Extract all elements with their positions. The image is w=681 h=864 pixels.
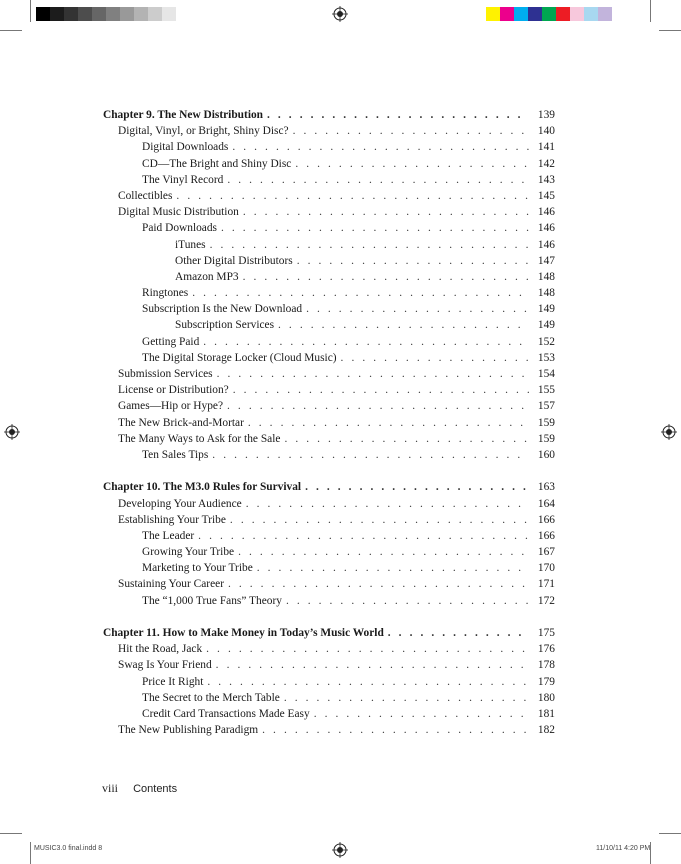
- toc-entry-title: Hit the Road, Jack: [118, 643, 203, 656]
- toc-entry-title: Submission Services: [118, 368, 213, 380]
- toc-entry-page: 171: [537, 578, 555, 591]
- toc-leader-dots: [203, 334, 529, 350]
- crop-mark: [30, 0, 31, 22]
- toc-entry-title: Sustaining Your Career: [118, 578, 224, 591]
- toc-entry-title: The Vinyl Record: [142, 173, 224, 186]
- toc-entry-title: CD—The Bright and Shiny Disc: [142, 157, 292, 170]
- toc-entry-page: 152: [537, 335, 555, 348]
- toc-entry-page: 149: [537, 319, 555, 332]
- gray-swatch: [36, 7, 50, 21]
- color-swatch: [500, 7, 514, 21]
- registration-mark-icon: [661, 424, 677, 440]
- toc-entry-page: 167: [537, 546, 555, 559]
- toc-entry: [103, 253, 555, 269]
- toc-entry: [103, 722, 555, 738]
- toc-leader-dots: [227, 172, 529, 188]
- toc-entry-page: 146: [537, 206, 555, 219]
- gray-swatch: [64, 7, 78, 21]
- toc-entry-page: 155: [537, 384, 555, 397]
- toc-entry: [103, 123, 555, 139]
- toc-leader-dots: [257, 560, 529, 576]
- section-gap: [103, 463, 555, 479]
- toc-entry-page: 147: [537, 254, 555, 267]
- toc-entry-title: Other Digital Distributors: [175, 254, 293, 267]
- color-bar: [486, 7, 612, 21]
- toc-entry-title: The New Publishing Paradigm: [118, 724, 259, 737]
- toc-entry: [103, 447, 555, 463]
- toc-entry: [103, 237, 555, 253]
- toc-leader-dots: [278, 317, 529, 333]
- toc-entry-title: Getting Paid: [142, 335, 200, 348]
- color-swatch: [570, 7, 584, 21]
- crop-mark: [0, 30, 22, 31]
- toc-leader-dots: [233, 382, 529, 398]
- toc-entry-title: iTunes: [175, 238, 206, 251]
- toc-entry-page: 153: [537, 351, 555, 364]
- toc-entry-page: 172: [537, 594, 555, 607]
- toc-entry-title: Developing Your Audience: [118, 497, 242, 510]
- toc-leader-dots: [314, 706, 529, 722]
- toc-entry-title: Chapter 9. The New Distribution: [103, 109, 264, 121]
- toc-leader-dots: [267, 107, 529, 123]
- toc-entry: [103, 334, 555, 350]
- toc-entry-page: 166: [537, 529, 555, 542]
- toc-leader-dots: [388, 625, 529, 641]
- toc-entry: [103, 366, 555, 382]
- toc-entry-page: 154: [537, 368, 555, 380]
- toc-leader-dots: [216, 657, 529, 673]
- toc-entry: [103, 285, 555, 301]
- toc-entry: [103, 657, 555, 673]
- toc-entry-title: Price It Right: [142, 675, 204, 688]
- slug-timestamp: 11/10/11 4:20 PM: [596, 845, 651, 852]
- toc-entry-page: 163: [537, 481, 555, 494]
- toc-entry-title: The Leader: [142, 529, 195, 542]
- toc-entry: [103, 496, 555, 512]
- crop-mark: [659, 833, 681, 834]
- toc-entry: [103, 156, 555, 172]
- toc-entry-title: The Digital Storage Locker (Cloud Music): [142, 351, 337, 364]
- toc-leader-dots: [176, 188, 529, 204]
- toc-entry: [103, 269, 555, 285]
- color-swatch: [486, 7, 500, 21]
- color-swatch: [514, 7, 528, 21]
- toc-leader-dots: [192, 285, 529, 301]
- toc-entry-page: 149: [537, 303, 555, 316]
- toc-entry-title: Digital Music Distribution: [118, 206, 239, 219]
- crop-mark: [659, 30, 681, 31]
- toc-entry-title: Subscription Is the New Download: [142, 303, 303, 316]
- toc-entry-title: Chapter 11. How to Make Money in Today’s Music World: [103, 627, 384, 639]
- toc-leader-dots: [246, 496, 529, 512]
- toc-leader-dots: [243, 269, 529, 285]
- registration-mark-icon: [332, 6, 348, 22]
- toc-entry-title: Digital, Vinyl, or Bright, Shiny Disc?: [118, 125, 289, 138]
- toc-entry: [103, 317, 555, 333]
- toc-leader-dots: [284, 431, 529, 447]
- toc-chapter-entry: [103, 107, 555, 123]
- page-footer: [102, 781, 177, 796]
- toc-leader-dots: [207, 674, 529, 690]
- toc-entry-page: 145: [537, 189, 555, 202]
- color-swatch: [528, 7, 542, 21]
- gray-swatch: [50, 7, 64, 21]
- toc-entry-page: 170: [537, 562, 555, 575]
- gray-swatch: [120, 7, 134, 21]
- toc-entry: [103, 560, 555, 576]
- toc-entry-page: 178: [537, 659, 555, 672]
- color-swatch: [598, 7, 612, 21]
- toc-entry-page: 141: [537, 141, 555, 154]
- toc-entry-page: 157: [537, 400, 555, 413]
- toc-leader-dots: [243, 204, 529, 220]
- toc-entry-title: Swag Is Your Friend: [118, 659, 212, 672]
- toc-leader-dots: [210, 237, 529, 253]
- toc-entry-title: Games—Hip or Hype?: [118, 400, 224, 413]
- gray-swatch: [134, 7, 148, 21]
- toc-entry: [103, 431, 555, 447]
- toc-entry-page: 143: [537, 173, 555, 186]
- registration-mark-icon: [4, 424, 20, 440]
- toc-entry-title: Chapter 10. The M3.0 Rules for Survival: [103, 481, 302, 494]
- color-swatch: [556, 7, 570, 21]
- toc-entry-page: 179: [537, 675, 555, 688]
- crop-mark: [650, 0, 651, 22]
- crop-mark: [30, 842, 31, 864]
- toc-entry-page: 139: [537, 109, 555, 121]
- toc-leader-dots: [227, 398, 529, 414]
- toc-leader-dots: [198, 528, 529, 544]
- toc-entry: [103, 576, 555, 592]
- toc-entry-page: 160: [537, 448, 555, 461]
- toc-leader-dots: [228, 576, 529, 592]
- toc-leader-dots: [305, 479, 529, 495]
- gray-swatch: [148, 7, 162, 21]
- toc-leader-dots: [306, 301, 529, 317]
- toc-leader-dots: [248, 415, 529, 431]
- toc-entry-title: Marketing to Your Tribe: [142, 562, 253, 575]
- toc-entry: [103, 398, 555, 414]
- toc-entry-title: The Many Ways to Ask for the Sale: [118, 432, 281, 445]
- color-swatch: [584, 7, 598, 21]
- toc-entry-page: 159: [537, 432, 555, 445]
- toc-entry: [103, 641, 555, 657]
- toc-leader-dots: [212, 447, 529, 463]
- toc-entry-title: The Secret to the Merch Table: [142, 691, 280, 704]
- toc-entry: [103, 544, 555, 560]
- toc-entry-page: 142: [537, 157, 555, 170]
- toc-entry-title: Collectibles: [118, 189, 173, 202]
- toc-entry-page: 181: [537, 707, 555, 720]
- toc-leader-dots: [297, 253, 529, 269]
- toc-leader-dots: [293, 123, 529, 139]
- toc-leader-dots: [286, 593, 529, 609]
- page-number: viii: [102, 781, 119, 795]
- toc-entry: [103, 512, 555, 528]
- toc-entry-page: 146: [537, 238, 555, 251]
- toc-entry: [103, 690, 555, 706]
- gray-swatch: [78, 7, 92, 21]
- toc-leader-dots: [232, 139, 529, 155]
- toc-chapter-entry: [103, 479, 555, 495]
- registration-mark-icon: [332, 842, 348, 858]
- toc-entry-page: 159: [537, 416, 555, 429]
- color-swatch: [542, 7, 556, 21]
- toc-entry-page: 148: [537, 270, 555, 283]
- toc-entry: [103, 528, 555, 544]
- toc-entry-page: 140: [537, 125, 555, 138]
- toc-entry-page: 182: [537, 724, 555, 737]
- toc-entry-page: 166: [537, 513, 555, 526]
- toc-entry-title: Establishing Your Tribe: [118, 513, 226, 526]
- toc-entry: [103, 301, 555, 317]
- toc-leader-dots: [284, 690, 529, 706]
- toc-leader-dots: [295, 156, 529, 172]
- toc-entry-title: Credit Card Transactions Made Easy: [142, 707, 310, 720]
- toc-entry-title: Growing Your Tribe: [142, 546, 235, 559]
- grayscale-bar: [36, 7, 176, 21]
- toc-entry: [103, 172, 555, 188]
- toc-chapter-entry: [103, 625, 555, 641]
- toc-entry-title: License or Distribution?: [118, 384, 229, 397]
- toc-leader-dots: [221, 220, 529, 236]
- toc-entry: [103, 220, 555, 236]
- toc-entry-title: Digital Downloads: [142, 141, 229, 154]
- toc-entry-page: 146: [537, 222, 555, 235]
- toc-entry-title: Subscription Services: [175, 319, 275, 332]
- toc-entry: [103, 415, 555, 431]
- toc-entry-title: The “1,000 True Fans” Theory: [142, 594, 282, 607]
- toc-entry: [103, 706, 555, 722]
- gray-swatch: [106, 7, 120, 21]
- toc-leader-dots: [217, 366, 529, 382]
- toc-entry-title: Amazon MP3: [175, 270, 239, 283]
- toc-entry: [103, 204, 555, 220]
- gray-swatch: [162, 7, 176, 21]
- toc-entry: [103, 350, 555, 366]
- toc-entry-title: Paid Downloads: [142, 222, 217, 235]
- toc-leader-dots: [206, 641, 529, 657]
- toc-entry: [103, 188, 555, 204]
- toc-leader-dots: [262, 722, 529, 738]
- toc-leader-dots: [230, 512, 529, 528]
- toc-leader-dots: [238, 544, 529, 560]
- slug-file-name: MUSIC3.0 final.indd 8: [34, 845, 103, 852]
- toc-leader-dots: [341, 350, 529, 366]
- toc-entry: [103, 593, 555, 609]
- crop-mark: [0, 833, 22, 834]
- toc-entry-title: Ten Sales Tips: [142, 448, 209, 461]
- table-of-contents: [103, 107, 555, 738]
- toc-entry-page: 164: [537, 497, 555, 510]
- toc-entry-title: The New Brick-and-Mortar: [118, 416, 244, 429]
- running-footer-label: Contents: [133, 783, 178, 795]
- toc-entry: [103, 382, 555, 398]
- toc-entry: [103, 139, 555, 155]
- toc-entry-title: Ringtones: [142, 287, 189, 300]
- toc-entry-page: 175: [537, 627, 555, 639]
- toc-entry: [103, 674, 555, 690]
- toc-entry-page: 148: [537, 287, 555, 300]
- gray-swatch: [92, 7, 106, 21]
- section-gap: [103, 609, 555, 625]
- toc-entry-page: 180: [537, 691, 555, 704]
- toc-entry-page: 176: [537, 643, 555, 656]
